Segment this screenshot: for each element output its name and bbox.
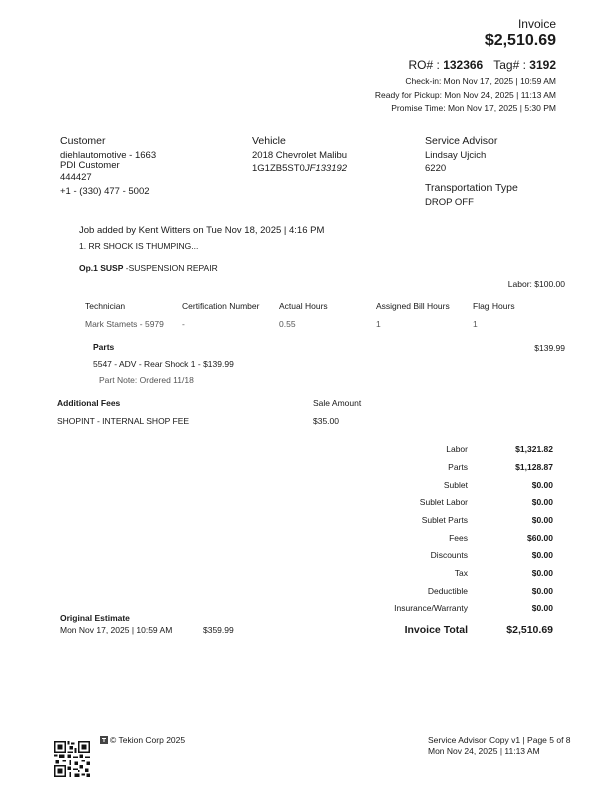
totals-value-labor: $1,321.82	[515, 444, 553, 454]
estimate-heading: Original Estimate	[60, 613, 130, 623]
ro-label: RO# :	[408, 58, 440, 72]
fee-amount: $35.00	[313, 416, 339, 426]
checkin-time: Check-in: Mon Nov 17, 2025 | 10:59 AM	[405, 76, 556, 86]
totals-value-sublet-parts: $0.00	[531, 515, 553, 525]
th-assigned-hours: Assigned Bill Hours	[376, 301, 450, 311]
tag-value: 3192	[529, 58, 556, 72]
transport-heading: Transportation Type	[425, 182, 518, 194]
td-flag-hours: 1	[473, 319, 478, 329]
totals-label-parts: Parts	[448, 462, 468, 472]
ready-time: Ready for Pickup: Mon Nov 24, 2025 | 11:13 AM	[374, 90, 556, 100]
customer-phone: +1 - (330) 477 - 5002	[60, 186, 150, 197]
op-code: Op.1 SUSP	[79, 263, 124, 273]
totals-label-sublet-parts: Sublet Parts	[421, 515, 468, 525]
transport-type: DROP OFF	[425, 197, 474, 208]
op-desc: -SUSPENSION REPAIR	[123, 263, 218, 273]
totals-label-deductible: Deductible	[427, 586, 468, 596]
job-concern: 1. RR SHOCK IS THUMPING...	[79, 241, 199, 251]
printed-time: Mon Nov 24, 2025 | 11:13 AM	[428, 746, 540, 756]
ro-value: 132366	[443, 58, 484, 72]
totals-value-parts: $1,128.87	[515, 462, 553, 472]
totals-label-tax: Tax	[454, 568, 468, 578]
part-note: Part Note: Ordered 11/18	[99, 375, 194, 385]
customer-heading: Customer	[60, 135, 106, 147]
td-technician: Mark Stamets - 5979	[85, 319, 164, 329]
copyright: © Tekion Corp 2025	[110, 735, 186, 745]
td-assigned-hours: 1	[376, 319, 381, 329]
advisor-heading: Service Advisor	[425, 135, 498, 147]
vehicle-heading: Vehicle	[252, 135, 286, 147]
advisor-number: 6220	[425, 163, 447, 174]
tag-label: Tag# :	[493, 58, 526, 72]
vehicle-vin	[252, 163, 347, 174]
job-labor: Labor: $100.00	[507, 279, 565, 289]
invoice-total-header: $2,510.69	[484, 32, 556, 49]
estimate-date: Mon Nov 17, 2025 | 10:59 AM	[60, 625, 173, 635]
totals-value-deductible: $0.00	[531, 586, 553, 596]
invoice-total-label: Invoice Total	[404, 624, 468, 636]
totals-value-tax: $0.00	[531, 568, 553, 578]
totals-label-discounts: Discounts	[430, 550, 468, 560]
parts-heading: Parts	[93, 342, 115, 352]
invoice-title: Invoice	[517, 17, 556, 31]
vehicle-model: 2018 Chevrolet Malibu	[252, 150, 348, 161]
totals-value-discounts: $0.00	[531, 550, 553, 560]
tekion-logo-icon	[100, 736, 108, 744]
totals-value-insurance: $0.00	[531, 603, 553, 613]
qr-code	[54, 741, 90, 777]
totals-label-sublet: Sublet	[443, 480, 468, 490]
th-actual-hours: Actual Hours	[279, 301, 328, 311]
ro-tag-line	[409, 58, 557, 72]
totals-value-sublet: $0.00	[531, 480, 553, 490]
part-line: 5547 - ADV - Rear Shock 1 - $139.99	[93, 359, 234, 369]
totals-label-fees: Fees	[449, 533, 468, 543]
advisor-name: Lindsay Ujcich	[425, 150, 487, 161]
fee-item: SHOPINT - INTERNAL SHOP FEE	[57, 416, 190, 426]
th-flag-hours: Flag Hours	[473, 301, 515, 311]
customer-type: PDI Customer	[60, 160, 120, 171]
job-operation	[79, 263, 218, 273]
th-technician: Technician	[85, 301, 126, 311]
totals-label-sublet-labor: Sublet Labor	[419, 497, 468, 507]
estimate-amount: $359.99	[203, 625, 234, 635]
customer-id: 444427	[60, 172, 92, 183]
td-certification: -	[182, 319, 185, 329]
parts-total: $139.99	[534, 343, 565, 353]
totals-label-labor: Labor	[446, 444, 468, 454]
invoice-total-value: $2,510.69	[506, 624, 553, 636]
promise-time: Promise Time: Mon Nov 17, 2025 | 5:30 PM	[391, 103, 556, 113]
vin-prefix: 1G1ZB5ST0	[252, 163, 305, 174]
vin-suffix: JF133192	[304, 163, 348, 174]
totals-value-fees: $60.00	[527, 533, 553, 543]
fees-amount-heading: Sale Amount	[313, 398, 362, 408]
totals-label-insurance: Insurance/Warranty	[394, 603, 468, 613]
th-certification: Certification Number	[182, 301, 260, 311]
totals-value-sublet-labor: $0.00	[531, 497, 553, 507]
td-actual-hours: 0.55	[279, 319, 296, 329]
job-added-line: Job added by Kent Witters on Tue Nov 18, 2025 | 4:16 PM	[79, 225, 325, 236]
customer-name: diehlautomotive - 1663	[60, 150, 157, 161]
fees-heading: Additional Fees	[57, 398, 121, 408]
copy-info: Service Advisor Copy v1 | Page 5 of 8	[428, 735, 571, 745]
